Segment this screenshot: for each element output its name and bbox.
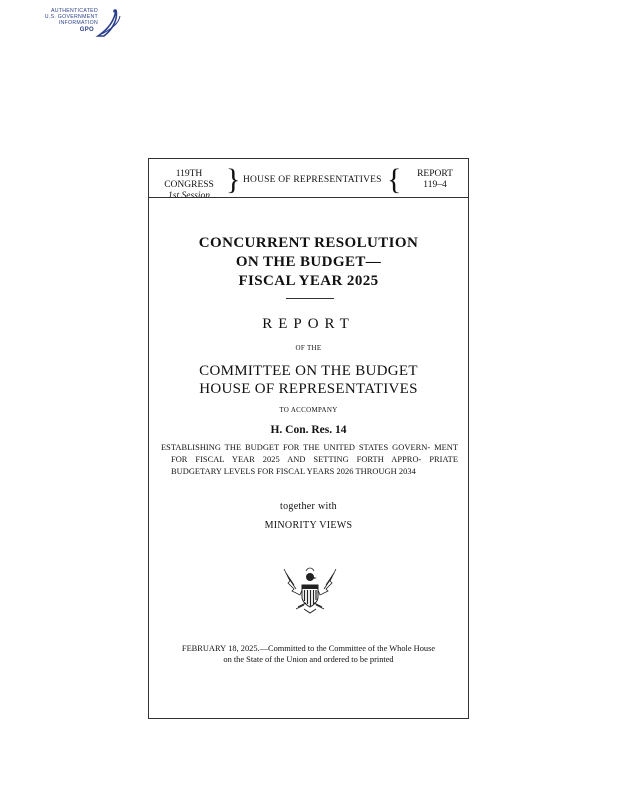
to-accompany-label: TO ACCOMPANY [279,406,338,414]
minority-views-label: MINORITY VIEWS [264,520,353,531]
left-brace-icon: { [387,163,402,196]
report-number: 119–4 [423,180,447,190]
badge-line-2: U.S. GOVERNMENT [44,14,98,20]
header-divider [149,197,468,198]
together-with-label: together with [280,501,337,512]
of-the-label: OF THE [295,344,322,352]
congress-label: 119TH CONGRESS [164,169,214,190]
committal-line-2: on the State of the Union and ordered to be printed [223,655,394,664]
chamber-label: HOUSE OF REPRESENTATIVES [243,175,382,185]
committee-line-2: HOUSE OF REPRESENTATIVES [199,381,418,397]
report-number-block [410,169,460,191]
committee-line-1: COMMITTEE ON THE BUDGET [199,363,418,379]
badge-line-4: GPO [79,27,94,33]
badge-line-1: AUTHENTICATED [50,8,98,14]
report-heading: REPORT [262,316,355,332]
badge-line-3: INFORMATION [58,20,98,26]
eagle-seal-icon [282,563,338,615]
committal-text: 18, 2025.—Committed to the Committee of the Whole House [226,644,436,653]
document-title [149,234,468,291]
committal-month: FEBRUARY [181,644,227,653]
committal-note [155,643,462,665]
title-line-3: FISCAL YEAR 2025 [238,273,379,289]
gpo-eagle-icon [94,6,122,40]
purpose-text: ESTABLISHING THE BUDGET FOR THE UNITED STATES GOVERN- MENT FOR FISCAL YEAR 2025 AND SETTING FORTH APPRO- PRIATE BUDGETARY LEVELS FOR FISCAL YEARS 2026 THROUGH 2034 [161,443,458,476]
committee-name [149,362,468,398]
resolution-purpose [161,442,458,478]
committal-line-1 [155,643,462,654]
title-line-2: ON THE BUDGET— [235,254,382,270]
title-divider [286,298,334,299]
gpo-authentication-badge [14,6,124,46]
session-label: 1st Session [168,191,210,201]
bill-number: H. Con. Res. 14 [270,424,347,436]
report-cover-frame [148,158,469,719]
report-label: REPORT [417,169,453,179]
right-brace-icon: } [226,163,241,196]
title-line-1: CONCURRENT RESOLUTION [198,235,419,251]
